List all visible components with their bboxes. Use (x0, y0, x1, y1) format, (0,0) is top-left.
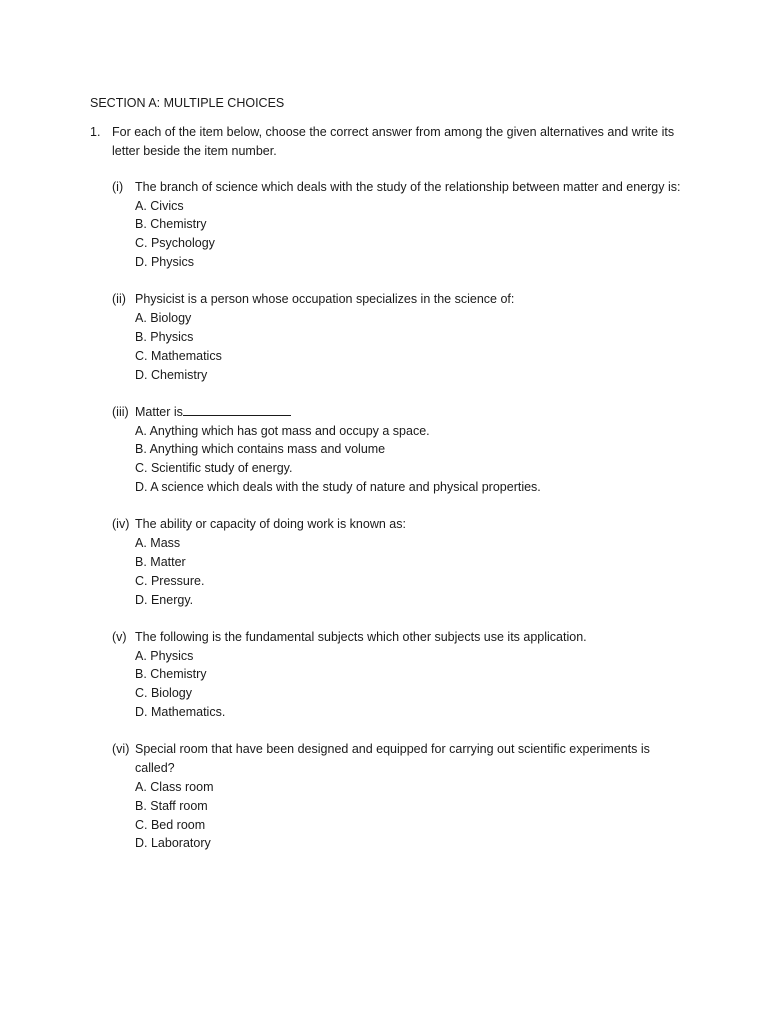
item-iii (90, 403, 698, 497)
option-a: A. Mass (135, 536, 181, 551)
item-number: (iii) (112, 404, 129, 419)
item-number: (iv) (112, 517, 130, 532)
option-d: D. Mathematics. (135, 705, 226, 720)
item-stem: The ability or capacity of doing work is known as: (135, 517, 406, 532)
option-a: A. Biology (135, 311, 192, 326)
option-b: B. Chemistry (135, 217, 207, 232)
option-b: B. Anything which contains mass and volume (135, 442, 386, 457)
item-iv (90, 515, 698, 609)
option-b: B. Physics (135, 329, 194, 344)
option-a: A. Civics (135, 198, 184, 213)
item-i (90, 178, 698, 272)
item-number: (ii) (112, 292, 126, 307)
option-c: C. Pressure. (135, 573, 205, 588)
option-b: B. Chemistry (135, 667, 207, 682)
item-vi (90, 740, 698, 853)
section-title: SECTION A: MULTIPLE CHOICES (90, 96, 285, 110)
item-ii (90, 290, 698, 384)
item-number: (v) (112, 629, 127, 644)
option-c: C. Biology (135, 686, 192, 701)
option-b: B. Staff room (135, 798, 208, 813)
option-a: A. Anything which has got mass and occupy a space. (135, 423, 430, 438)
item-number: (i) (112, 179, 124, 194)
option-d: D. Physics (135, 255, 195, 270)
option-b: B. Matter (135, 554, 186, 569)
item-stem: Physicist is a person whose occupation specializes in the science of: (135, 292, 515, 307)
question-instruction: For each of the item below, choose the correct answer from among the given alternatives and write its letter beside the item number. (112, 124, 675, 158)
option-d: D. A science which deals with the study of nature and physical properties. (135, 480, 541, 495)
option-d: D. Laboratory (135, 836, 211, 851)
option-c: C. Mathematics (135, 348, 222, 363)
option-c: C. Scientific study of energy. (135, 461, 293, 476)
item-stem: The following is the fundamental subjects which other subjects use its application. (135, 629, 587, 644)
item-stem: The branch of science which deals with the study of the relationship between matter and energy is: (135, 179, 681, 194)
option-a: A. Physics (135, 648, 194, 663)
question-1 (90, 123, 698, 161)
item-stem-text: Matter is (135, 404, 183, 419)
item-stem (135, 403, 698, 422)
item-v (90, 628, 698, 722)
option-a: A. Class room (135, 779, 214, 794)
item-stem: Special room that have been designed and equipped for carrying out scientific experiments is called? (135, 742, 650, 776)
question-number: 1. (90, 124, 101, 139)
option-d: D. Energy. (135, 592, 194, 607)
option-c: C. Psychology (135, 236, 215, 251)
item-number: (vi) (112, 742, 130, 757)
option-c: C. Bed room (135, 817, 206, 832)
option-d: D. Chemistry (135, 367, 208, 382)
answer-blank (183, 403, 291, 416)
